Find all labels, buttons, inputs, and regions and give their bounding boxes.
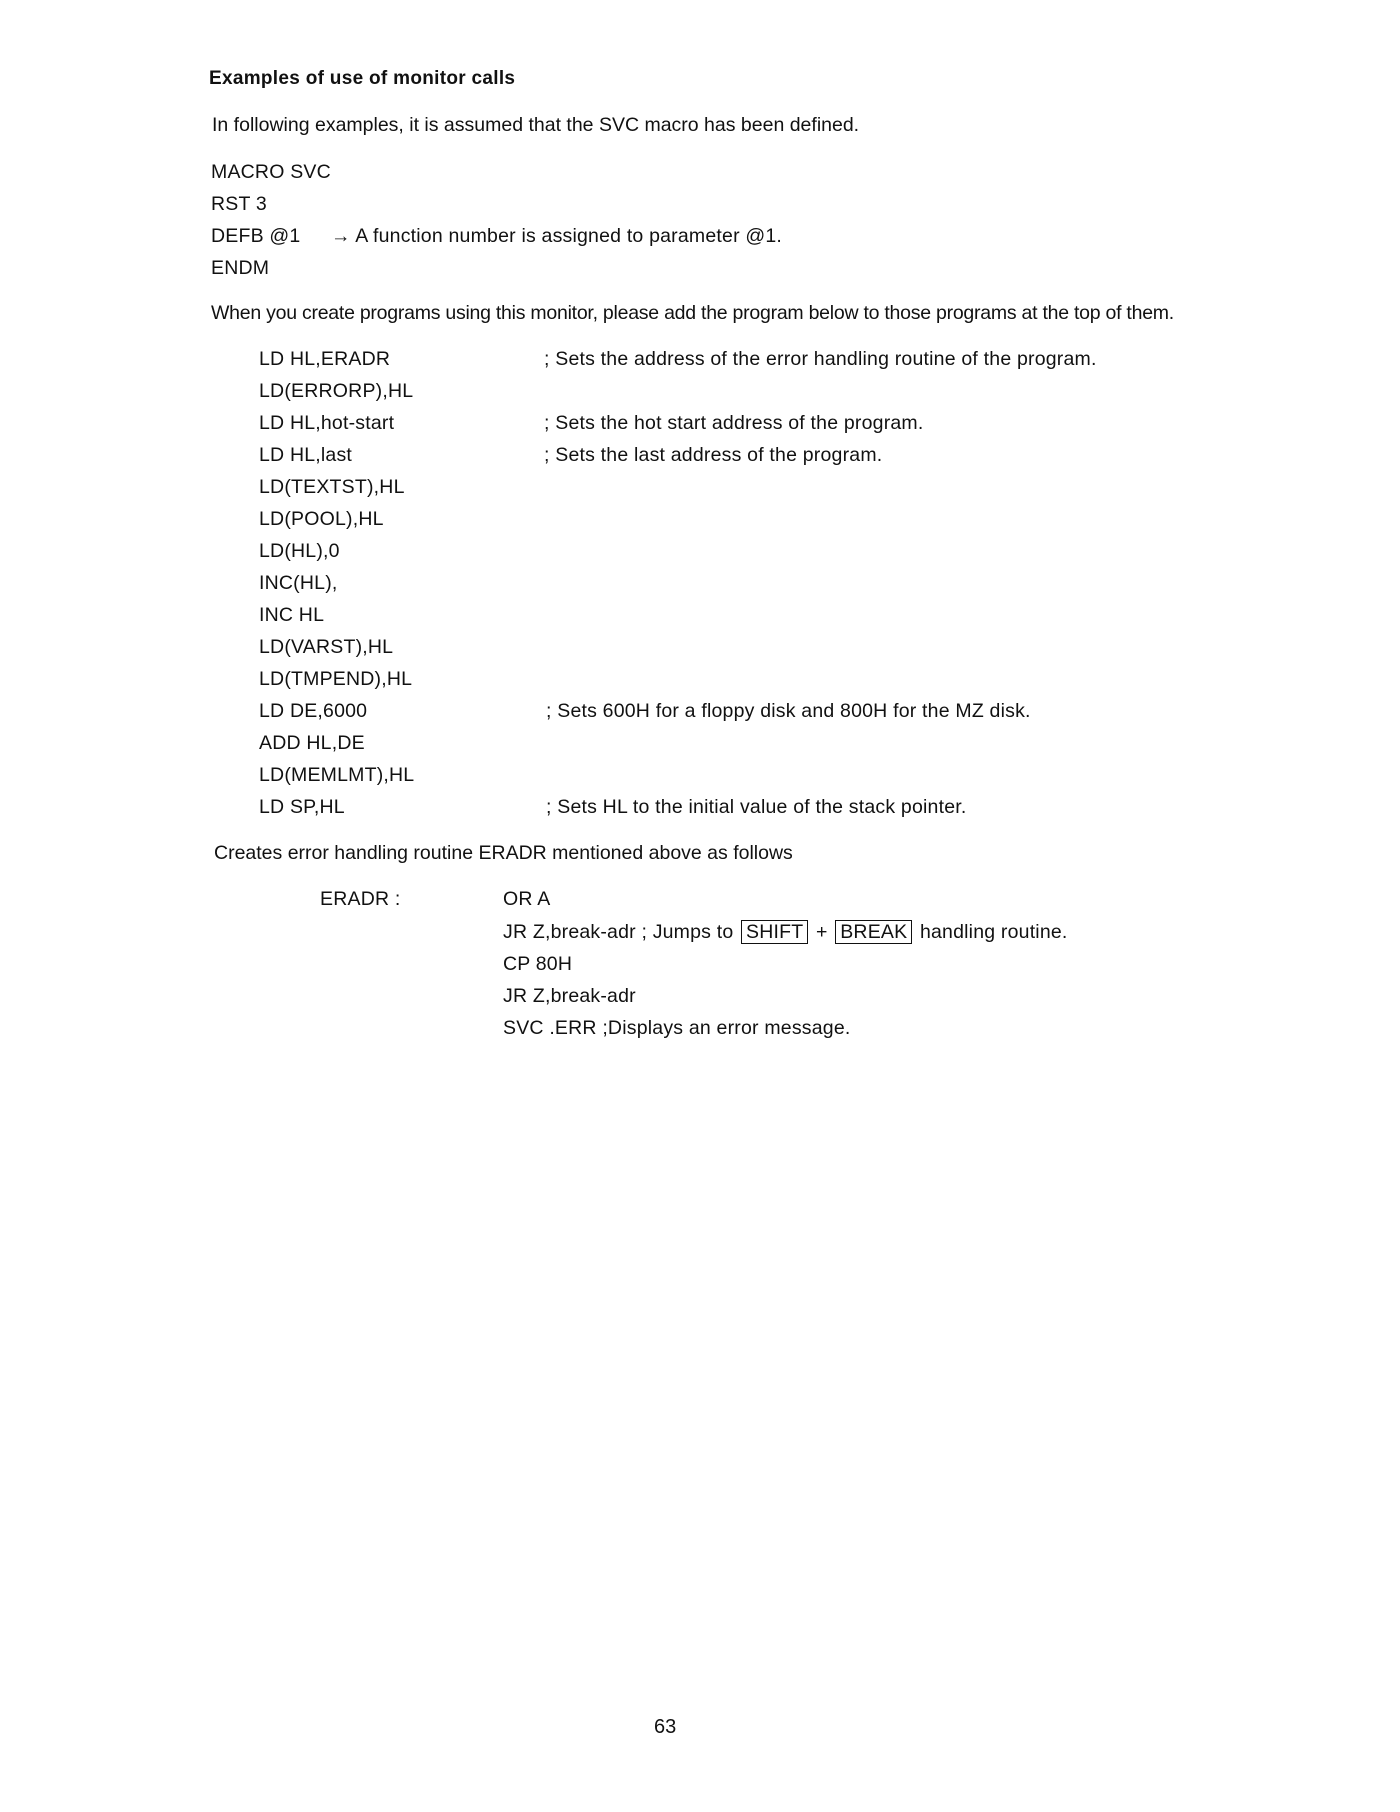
program-code: LD(TMPEND),HL (259, 668, 413, 690)
program-code: LD SP,HL (259, 796, 345, 818)
program-comment: ; Sets the hot start address of the program. (544, 412, 924, 434)
program-code: LD DE,6000 (259, 700, 368, 722)
eradr-line-prefix: JR Z,break-adr ; Jumps to (503, 921, 734, 943)
program-code: LD(MEMLMT),HL (259, 764, 415, 786)
eradr-line: JR Z,break-adr (503, 985, 636, 1007)
eradr-line-jump (503, 920, 1068, 944)
program-code: LD HL,hot-start (259, 412, 395, 434)
program-code: LD HL,last (259, 444, 353, 466)
intro-paragraph: In following examples, it is assumed that the SVC macro has been defined. (212, 114, 860, 136)
program-comment: ; Sets the last address of the program. (544, 444, 883, 466)
macro-comment: → A function number is assigned to parameter @1. (331, 225, 783, 247)
program-comment: ; Sets 600H for a floppy disk and 800H for the MZ disk. (546, 700, 1031, 722)
section-heading: Examples of use of monitor calls (209, 68, 516, 89)
eradr-line-suffix: handling routine. (919, 921, 1068, 943)
break-key: BREAK (835, 920, 912, 944)
program-code: INC(HL), (259, 572, 338, 594)
shift-key: SHIFT (741, 920, 808, 944)
program-code: ADD HL,DE (259, 732, 365, 754)
eradr-label: ERADR : (320, 888, 401, 910)
eradr-line: SVC .ERR ;Displays an error message. (503, 1017, 851, 1039)
program-comment: ; Sets HL to the initial value of the stack pointer. (546, 796, 967, 818)
eradr-line: OR A (503, 888, 551, 910)
macro-line: MACRO SVC (211, 161, 331, 183)
macro-line: RST 3 (211, 193, 267, 215)
program-code: LD(HL),0 (259, 540, 340, 562)
macro-line: ENDM (211, 257, 270, 279)
program-code: LD(POOL),HL (259, 508, 384, 530)
eradr-intro-paragraph: Creates error handling routine ERADR mentioned above as follows (214, 842, 793, 864)
eradr-line: CP 80H (503, 953, 573, 975)
plus-sign: + (816, 921, 828, 943)
macro-line: DEFB @1 (211, 225, 301, 247)
page-number: 63 (654, 1716, 677, 1738)
instruction-paragraph: When you create programs using this monitor, please add the program below to those programs at the top of them. (211, 302, 1174, 324)
program-code: INC HL (259, 604, 325, 626)
program-comment: ; Sets the address of the error handling routine of the program. (544, 348, 1097, 370)
program-code: LD HL,ERADR (259, 348, 391, 370)
program-code: LD(ERRORP),HL (259, 380, 414, 402)
program-code: LD(TEXTST),HL (259, 476, 405, 498)
program-code: LD(VARST),HL (259, 636, 394, 658)
